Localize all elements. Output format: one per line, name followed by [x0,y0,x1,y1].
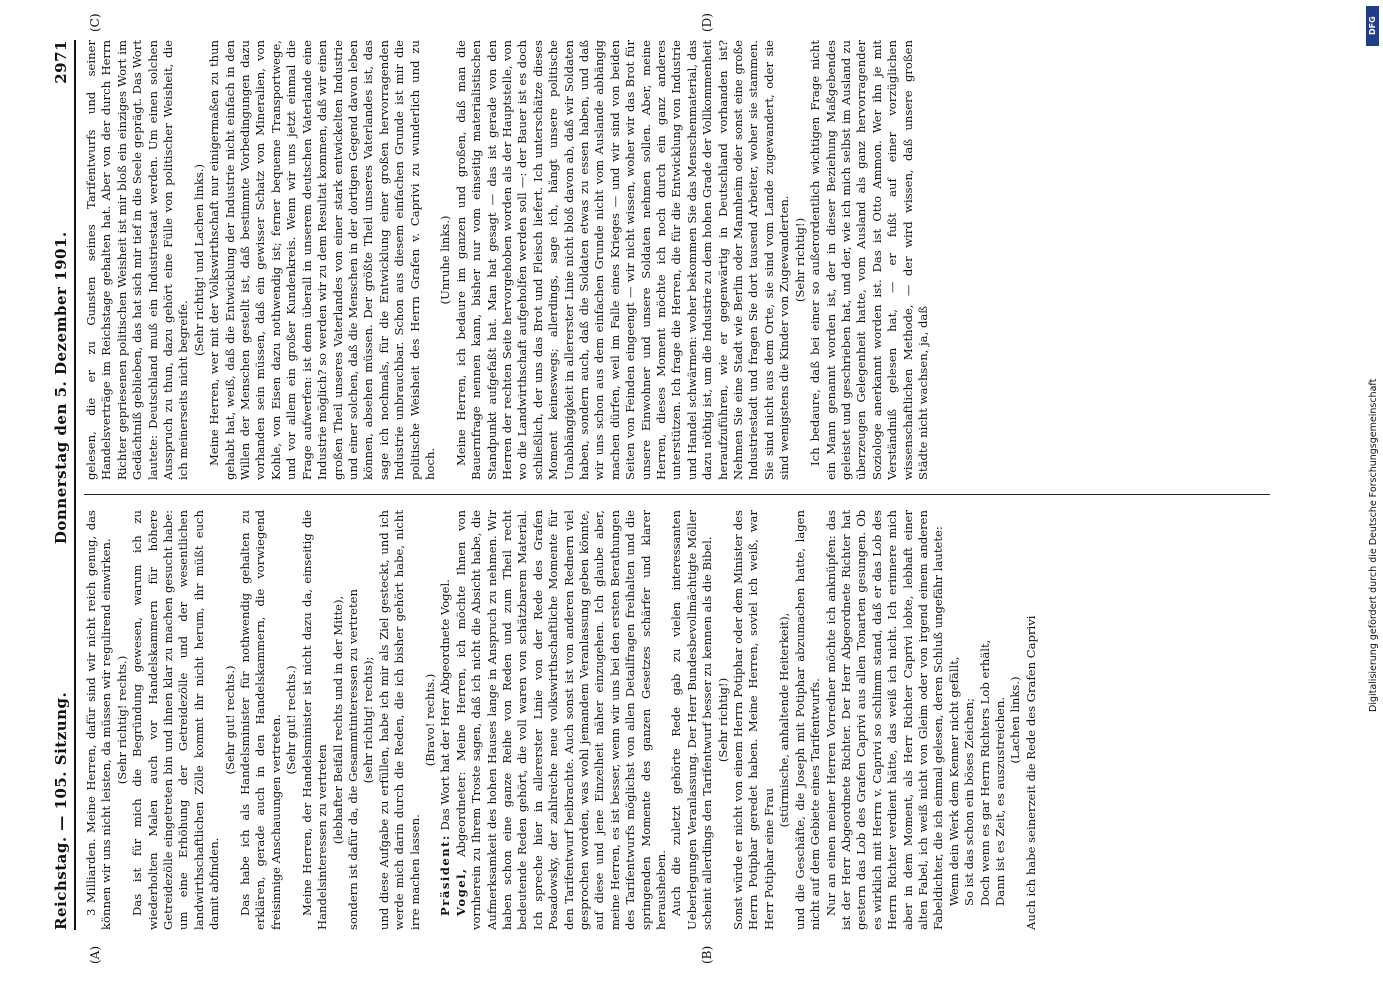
paragraph: Ich bedaure, daß bei einer so außerordentlich wichtigen Frage nicht ein Mann genannt worden ist, der in dieser Beziehung Maßgebendes geleistet und geschrieben hat, und der, wie ich mich selbst im Ausland zu überzeugen Gelegenheit hatte, vom Ausland als ganz hervorragender Soziologe anerkannt worden ist. Das ist Otto Ammon. Wer ihn je mit Verständniß gelesen hat, — er fußt auf einer vorzüglichen wissenschaftlichen Methode, — der wird wissen, daß unsere großen Städte nicht wachsen, ja, daß [808,40,930,480]
paragraph: Das habe ich als Handelsminister für nothwendig gehalten zu erklären, gerade auch in den Handelskammern, die vorwiegend freisinnige Anschauungen vertreten. [238,510,283,930]
paragraph: Meine Herren, wer mit der Volkswirthschaft nur einigermaßen zu thun gehabt hat, weiß, daß die Entwicklung der Industrie nicht einfach in den Willen der Menschen gestellt ist, daß bestimmte Vorbedingungen dazu vorhanden sein müssen, daß ein gewisser Schatz von Mineralien, von Kohle, von Eisen dazu nothwendig ist; ferner bequeme Transportwege, und vor allem ein großer Kundenkreis. Wenn wir uns jetzt einmal die Frage aufwerfen: ist denn überall in unserem deutschen Vaterlande eine Industrie möglich? so werden wir zu dem Resultat kommen, daß wir einen großen Theil unseres Vaterlandes von einer stark entwickelten Industrie und einer solchen, daß die Menschen in der dortigen Gegend davon leben können, absehen müssen. Der größte Theil unseres Vaterlandes ist, das sage ich nochmals, für die Entwicklung einer großen hervorragenden Industrie unbrauchbar. Schon aus diesem einfachen Grunde ist mir die politische Weisheit des Herrn Grafen v. Caprivi zu wunderlich und zu hoch. [207,40,437,480]
verse-line: Dann ist es Zeit, es auszustreichen. [992,696,1007,906]
paragraph: und diese Aufgabe zu erfüllen, habe ich mir als Ziel gesteckt, und ich werde mich darin durch die Reden, die ich bisher gehört habe, nicht irre machen lassen. [376,510,422,930]
interjection: (Sehr richtig! und Lachen links.) [191,163,206,357]
interjection: (lebhafter Beifall rechts und in der Mitte), [330,595,345,845]
interjection: (sehr richtig! rechts); [361,656,376,784]
verse-line: So ist das schon ein böses Zeichen; [962,697,977,906]
margin-mark-b: (B) [700,945,714,964]
interjection: (Sehr gut! rechts.) [284,665,299,775]
margin-mark-c: (C) [88,13,102,32]
speaker-name: Vogel, [453,867,468,916]
paragraph: sondern ist dafür da, die Gesammtinteressen zu vertreten [345,589,360,930]
header-rule [74,40,76,930]
paragraph: Das ist für mich die Begründung gewesen, warum ich zu wiederholten Malen auch vor Handelskammern für höhere Getreidezölle eingetreten bin und ihnen klar zu machen gesucht habe: um eine Erhöhung der Getreidezölle und der wesentlichen landwirthschaftlichen Zölle kommt ihr nicht herum, ihr müßt euch damit abfinden. [130,510,222,930]
header-left: Reichstag. — 105. Sitzung. [52,691,70,930]
paragraph: Meine Herren, der Handelsminister ist nicht dazu da, einseitig die Handelsinteressen zu vertreten [299,510,330,930]
left-column [84,510,1270,930]
column-divider [84,494,1270,495]
paragraph: und die Geschäfte, die Joseph mit Potiphar abzumachen hatte, lagen nicht auf dem Gebiete eines Tarifentwurfs. [792,510,823,930]
speaker-paragraph [454,510,670,930]
page-header [36,40,70,930]
page-number: 2971 [52,40,70,84]
paragraph: Meine Herren, ich bedaure im ganzen und großen, daß man die Bauernfrage nennen kann, bisher nur vom einseitig materialistischen Standpunkt aufgefaßt hat. Man hat gesagt — das ist gerade von den Herren der rechten Seite hervorgehoben worden als der Hauptstelle, von wo die Landwirthschaft aufgeholfen werden soll —: der Bauer ist es doch schließlich, der uns das Brot und Fleisch liefert. Ich unterschätze dieses Moment keineswegs; allerdings, sage ich, hängt unsere politische Unabhängigkeit in allererster Linie nicht bloß davon ab, daß wir Soldaten haben, sondern auch, daß die Soldaten etwas zu essen haben, und daß wir uns schon aus dem einfachen Grunde nicht vom Auslande abhängig machen dürfen, weil im Falle eines Krieges — und wir sind von beiden Seiten von Feinden eingeengt — wir nicht wissen, woher wir das Brot für unsere Einwohner und unsere Soldaten nehmen sollen. Aber, meine Herren, dieses Moment möchte ich noch durch ein ganz anderes unterstützen. Ich frage die Herren, die für die Entwicklung von Industrie und Handel schwärmen: woher bekommen Sie das Menschenmaterial, das dazu nöthig ist, um die Industrie zu dem hohen Grade der Vollkommenheit heraufzuführen, wie er gegenwärtig in Deutschland vorhanden ist? Nehmen Sie eine Stadt wie Berlin oder Mannheim oder sonst eine große Industriestadt und fragen Sie dort tausend Arbeiter, woher sie stammen. Sie sind nicht aus dem Orte, sie sind vom Lande zugewandert, oder sie sind wenigstens die Kinder von Zugewanderten. [453,40,792,480]
paragraph: Nur an einen meiner Herren Vorredner möchte ich anknüpfen: das ist der Herr Abgeordnete Richter. Der Herr Abgeordnete Richter hat gestern das Lob des Grafen Caprivi aus allen Tonarten gesungen. Ob es wirklich mit Herrn v. Caprivi so schlimm stand, daß er das Lob des Herrn Richter verdient hätte, das weiß ich nicht. Ich erinnere mich aber in dem Moment, als Herr Richter Caprivi lobte, lebhaft einer alten Fabel, ich weiß nicht von Gleim oder von irgend einem anderen Fabeldichter, die ich einmal gelesen, deren Schluß ungefähr lautete: [823,510,946,930]
verse-line: Doch wenn es gar Herrn Richters Lob erhält, [977,639,992,906]
header-date: Donnerstag den 5. Dezember 1901. [52,231,70,545]
digitization-credit: Digitalisierung gefördert durch die Deutsche Forschungsgemeinschaft [1368,378,1379,712]
dfg-logo: DFG [1366,6,1379,46]
interjection: (stürmische, anhaltende Heiterkeit), [777,612,792,828]
interjection: (Sehr gut! rechts.) [222,665,237,775]
paragraph: Auch ich habe seinerzeit die Rede des Grafen Caprivi [1023,615,1038,930]
interjection: (Unruhe links.) [438,215,453,305]
paragraph: gelesen, die er zu Gunsten seines Tarifentwurfs und seiner Handelsverträge im Reichstage gehalten hat. Aber von der durch Herrn Richter gepriesenen politischen Weisheit ist mir bloß ein einziges Wort im Gedächtniß geblieben, das hat sich mir tief in die Seele geprägt. Das Wort lautete: Deutschland muß ein Industriestaat werden. Um einen solchen Ausspruch zu thun, dazu gehört eine Fülle von politischer Weisheit, die ich meinerseits nicht begreife. [84,40,191,480]
interjection: (Sehr richtig!) [715,677,730,763]
interjection: (Sehr richtig!) [792,217,807,303]
right-column [84,40,1270,480]
margin-mark-d: (D) [700,13,714,32]
margin-mark-a: (A) [88,945,102,964]
verse-line: Wenn dein Werk dem Kenner nicht gefällt, [946,656,961,906]
paragraph: Sonst würde er nicht von einem Herrn Potiphar oder dem Minister des Herrn Potiphar geredet haben. Meine Herren, soviel ich weiß, war Herr Potiphar eine Frau [731,510,776,930]
interjection: (Sehr richtig! rechts.) [114,655,129,785]
interjection: (Lachen links.) [1008,676,1023,764]
speaker-paragraph [438,510,453,930]
paragraph: 3 Milliarden. Meine Herren, dafür sind wir nicht reich genug, das können wir uns nicht leisten, da müssen wir regulirend einwirken. [84,510,114,930]
speech-text: Abgeordneter: Meine Herren, ich möchte Ihnen von vornherein zu Ihrem Troste sagen, daß ich nicht die Absicht habe, die Aufmerksamkeit des hohen Hauses lange in Anspruch zu nehmen. Wir haben schon eine ganze Reihe von Reden und zum Theil recht bedeutende Reden gehört, die voll waren von schätzbarem Material. Ich spreche hier in allererster Linie von der Rede des Grafen Posadowsky, der zahlreiche neue volkswirthschaftliche Momente für den Tarifentwurf beibrachte. Auch sonst ist von anderen Rednern viel gesprochen worden, was wohl jemandem Veranlassung geben könnte, auf diese und jene Einzelheit näher einzugehen. Ich glaube aber, meine Herren, es ist besser, wenn wir uns bei den ersten Berathungen des Tarifentwurfs möglichst von allen Detailfragen freihalten und die springenden Momente des ganzen Gesetzes schärfer und klarer herausheben. [453,510,669,930]
speech-text: Das Wort hat der Herr Abgeordnete Vogel. [438,579,453,835]
speaker-name: Präsident: [438,834,453,916]
paragraph: Auch die zuletzt gehörte Rede gab zu vielen interessanten Ueberlegungen Veranlassung. Der Herr Bundesbevollmächtigte Möller scheint allerdings den Tarifentwurf besser zu kennen als die Bibel. [669,510,715,930]
interjection: (Bravo! rechts.) [422,673,437,767]
